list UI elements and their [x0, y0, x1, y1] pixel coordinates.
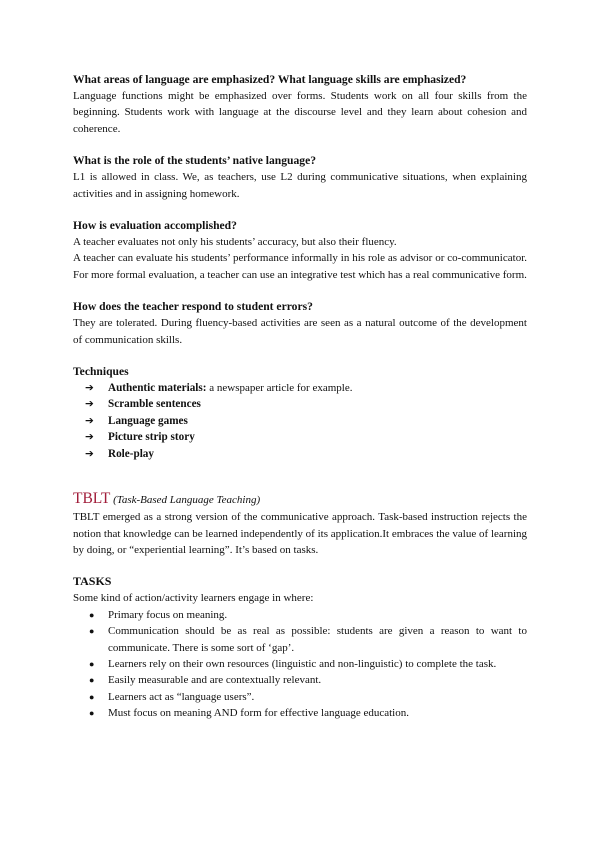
tblt-paragraph: TBLT emerged as a strong version of the communicative approach. Task-based instruction rejects the notion that knowledge can be learned independently of its application.It embraces the value of learning by doing, or “experiential learning”. It’s based on tasks. [73, 511, 527, 556]
technique-name: Role-play [108, 447, 154, 460]
tblt-subtitle: (Task-Based Language Teaching) [113, 494, 261, 507]
list-item [85, 429, 527, 445]
tblt-acronym: TBLT [73, 490, 111, 508]
list-item: ● Communication should be as real as possible: students are given a reason to want to communicate. There is some sort of ‘gap’. [89, 623, 527, 656]
tasks-heading: TASKS [73, 574, 112, 589]
technique-name: Picture strip story [108, 431, 195, 444]
answer-paragraph: Language functions might be emphasized over forms. Students work on all four skills from the beginning. Students work with language at the discourse level and they learn about cohesion and coherence. [73, 90, 527, 135]
list-item [85, 396, 527, 412]
list-item [85, 446, 527, 462]
techniques-list [73, 380, 527, 462]
bullet-icon: ● [89, 609, 95, 620]
question-heading: How is evaluation accomplished? [73, 219, 237, 233]
techniques-heading: Techniques [73, 365, 129, 379]
arrow-icon: ➔ [85, 382, 94, 395]
page-content [73, 72, 527, 722]
list-item: ● Learners rely on their own resources (linguistic and non-linguistic) to complete the task. [89, 656, 527, 672]
technique-name: Authentic materials: [108, 382, 207, 395]
bullet-icon: ● [89, 708, 95, 719]
answer-paragraph: A teacher can evaluate his students’ performance informally in his role as advisor or co-communicator. For more formal evaluation, a teacher can use an integrative test which has a real communicative form. [73, 252, 527, 281]
question-heading: What is the role of the students’ native language? [73, 154, 317, 168]
bullet-icon: ● [89, 691, 95, 702]
bullet-icon: ● [89, 626, 95, 637]
bullet-icon: ● [89, 658, 95, 669]
technique-name: Language games [108, 414, 188, 427]
arrow-icon: ➔ [85, 447, 94, 460]
answer-paragraph: A teacher evaluates not only his students’ accuracy, but also their fluency. [73, 236, 397, 249]
technique-note: a newspaper article for example. [206, 382, 353, 395]
answer-paragraph: L1 is allowed in class. We, as teachers, use L2 during communicative situations, when explaining activities and in assigning homework. [73, 171, 527, 200]
question-heading: What areas of language are emphasized? What language skills are emphasized? [73, 73, 467, 86]
technique-name: Scramble sentences [108, 398, 201, 411]
list-item [85, 413, 527, 429]
tblt-title [73, 490, 527, 509]
bullet-icon: ● [89, 675, 95, 686]
list-item: ● Primary focus on meaning. [89, 607, 527, 623]
question-heading: How does the teacher respond to student errors? [73, 300, 313, 314]
tasks-intro: Some kind of action/activity learners engage in where: [73, 592, 314, 605]
answer-paragraph: They are tolerated. During fluency-based activities are seen as a natural outcome of the development of communication skills. [73, 317, 527, 346]
list-item: ● Learners act as “language users”. [89, 689, 527, 705]
tasks-list [73, 607, 527, 722]
list-item [85, 380, 527, 396]
arrow-icon: ➔ [85, 431, 94, 444]
list-item: ● Easily measurable and are contextually relevant. [89, 672, 527, 688]
arrow-icon: ➔ [85, 398, 94, 411]
arrow-icon: ➔ [85, 414, 94, 427]
list-item: ● Must focus on meaning AND form for effective language education. [89, 705, 527, 721]
